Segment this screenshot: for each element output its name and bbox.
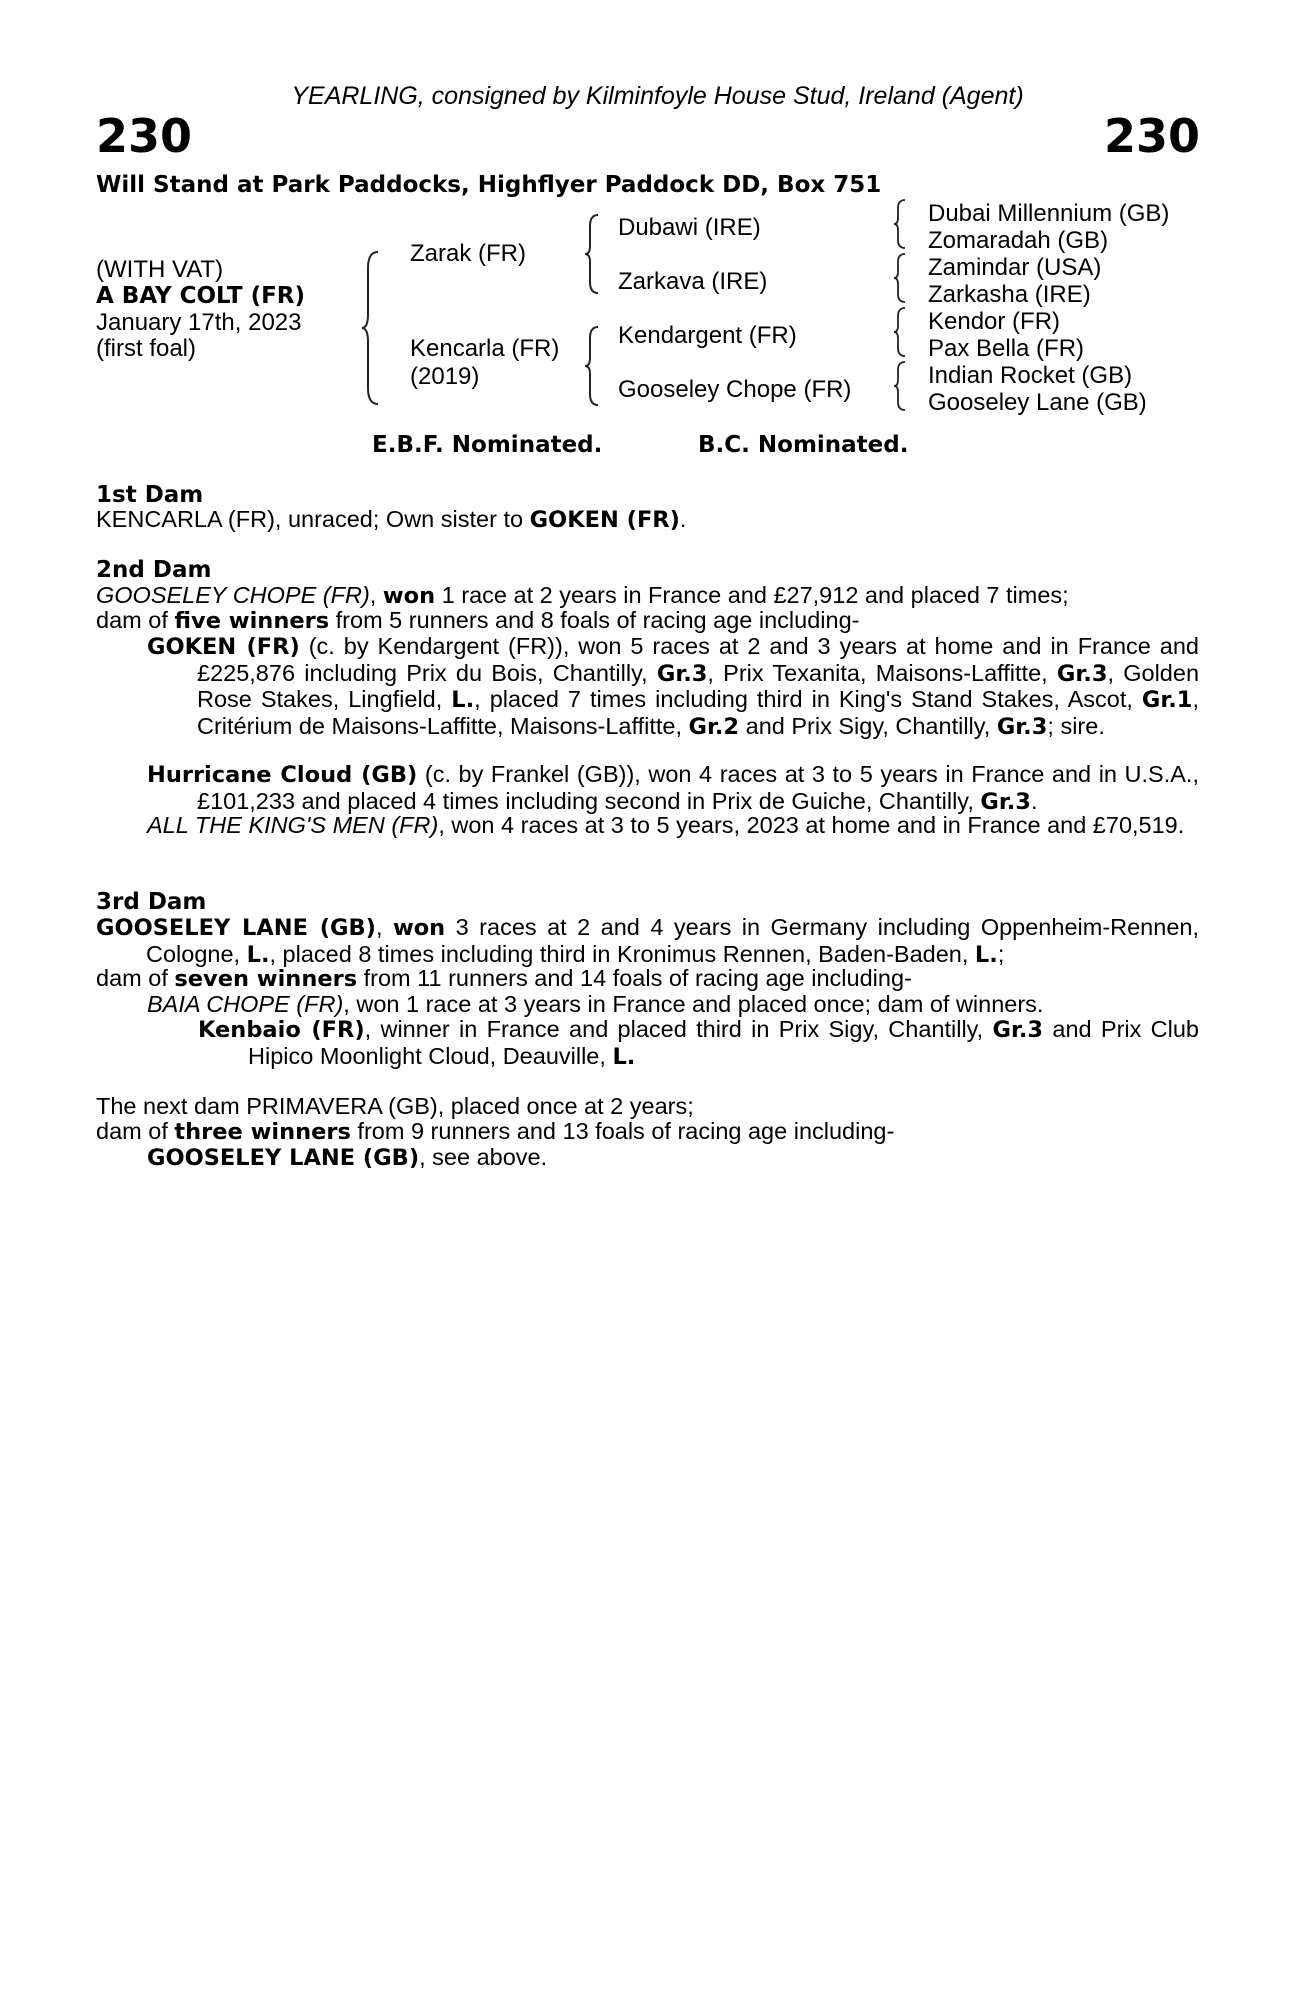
ggp-4: Zarkasha (IRE) — [928, 281, 1091, 308]
ggp-6: Pax Bella (FR) — [928, 335, 1085, 362]
ggp-2: Zomaradah (GB) — [928, 227, 1109, 254]
progeny-baia-chope: BAIA CHOPE (FR), won 1 race at 3 years in France and placed once; dam of winners. — [147, 991, 1044, 1017]
pedigree-brace-ggp-2 — [893, 252, 909, 304]
dam-sire: Kendargent (FR) — [618, 322, 797, 349]
pedigree-brace-sire — [584, 212, 602, 296]
pedigree-brace-ggp-3 — [893, 306, 909, 358]
bc-nomination: B.C. Nominated. — [698, 432, 909, 458]
ebf-nomination: E.B.F. Nominated. — [372, 432, 603, 458]
third-dam-record: GOOSELEY LANE (GB), won 3 races at 2 and 4 years in Germany including Oppenheim-Rennen, Cologne, L., placed 8 times including third in Kronimus Rennen, Baden-Baden, L.; — [96, 914, 1199, 968]
pedigree-brace-ggp-4 — [893, 360, 909, 412]
progeny-hurricane-cloud: Hurricane Cloud (GB) (c. by Frankel (GB)), won 4 races at 3 to 5 years in France and in U.S.A., £101,233 and placed 4 times including second in Prix de Guiche, Chantilly, Gr.3. — [147, 761, 1199, 815]
ggp-7: Indian Rocket (GB) — [928, 362, 1133, 389]
progeny-all-the-kings-men: ALL THE KING'S MEN (FR), won 4 races at 3 to 5 years, 2023 at home and in France and £70,519. — [147, 812, 1185, 838]
ggp-8: Gooseley Lane (GB) — [928, 389, 1147, 416]
dam-dam: Gooseley Chope (FR) — [618, 376, 852, 403]
ggp-3: Zamindar (USA) — [928, 254, 1102, 281]
second-dam-line2: dam of five winners from 5 runners and 8 foals of racing age including- — [96, 607, 860, 634]
dam-year: (2019) — [410, 363, 480, 390]
pedigree-brace-dam — [584, 324, 602, 408]
horse-name: A BAY COLT (FR) — [96, 283, 306, 309]
stand-info: Will Stand at Park Paddocks, Highflyer Paddock DD, Box 751 — [96, 172, 882, 198]
sire: Zarak (FR) — [410, 240, 526, 267]
pedigree-brace-ggp-1 — [893, 198, 909, 250]
next-dam-line1: The next dam PRIMAVERA (GB), placed once at 2 years; — [96, 1093, 694, 1119]
progeny-kenbaio: Kenbaio (FR), winner in France and placed third in Prix Sigy, Chantilly, Gr.3 and Prix Club Hipico Moonlight Cloud, Deauville, L. — [198, 1016, 1199, 1070]
ggp-5: Kendor (FR) — [928, 308, 1061, 335]
sire-sire: Dubawi (IRE) — [618, 214, 761, 241]
third-dam-heading: 3rd Dam — [96, 889, 207, 915]
lot-number-left: 230 — [96, 109, 193, 163]
vat-note: (WITH VAT) — [96, 256, 224, 283]
next-dam-line2: dam of three winners from 9 runners and 13 foals of racing age including- — [96, 1118, 895, 1145]
lot-number-right: 230 — [1103, 109, 1200, 163]
progeny-goken: GOKEN (FR) (c. by Kendargent (FR)), won 5 races at 2 and 3 years at home and in France and £225,876 including Prix du Bois, Chantilly, Gr.3, Prix Texanita, Maisons-Laffitte, Gr.3, Golden Rose Stakes, Lingfield, L., placed 7 times including third in King's Stand Stakes, Ascot, Gr.1, Critérium de Maisons-Laffitte, Maisons-Laffitte, Gr.2 and Prix Sigy, Chantilly, Gr.3; sire. — [147, 633, 1200, 740]
sire-dam: Zarkava (IRE) — [618, 268, 768, 295]
dam: Kencarla (FR) — [410, 335, 560, 362]
second-dam-heading: 2nd Dam — [96, 557, 212, 583]
second-dam-line1: GOOSELEY CHOPE (FR), won 1 race at 2 years in France and £27,912 and placed 7 times; — [96, 582, 1069, 609]
ggp-1: Dubai Millennium (GB) — [928, 200, 1170, 227]
first-dam-heading: 1st Dam — [96, 482, 204, 508]
consignment-line: YEARLING, consigned by Kilminfoyle House Stud, Ireland (Agent) — [291, 82, 1024, 110]
first-dam-text: KENCARLA (FR), unraced; Own sister to GOKEN (FR). — [96, 506, 687, 533]
next-dam-line3: GOOSELEY LANE (GB), see above. — [147, 1144, 548, 1171]
foaling-date: January 17th, 2023 — [96, 309, 302, 336]
pedigree-brace-main — [360, 248, 384, 408]
foal-note: (first foal) — [96, 335, 197, 362]
third-dam-produce: dam of seven winners from 11 runners and 14 foals of racing age including- — [96, 965, 912, 992]
